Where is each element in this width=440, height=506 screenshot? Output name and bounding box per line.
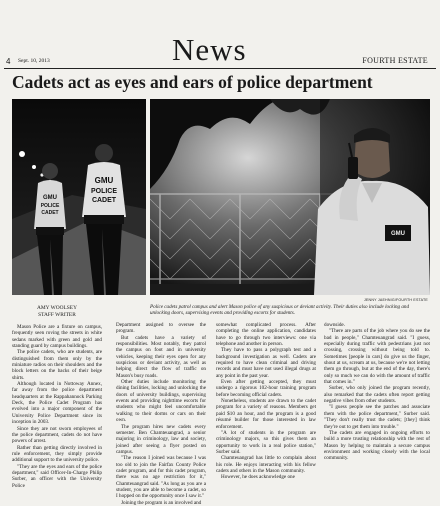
paragraph: They have to pass a polygraph test and a background investigation as well. Cadets are required to have clean criminal and driving records and must have not used illegal drugs at any point in the past year. — [216, 347, 316, 379]
photo-caption: Police cadets patrol campus and alert Mason police of any suspicious or deviant activity. Their duties also include locking and unlocking doors, supervising events and providing escorts for students. — [150, 304, 409, 317]
byline — [12, 305, 102, 318]
svg-text:GMU: GMU — [94, 176, 114, 185]
byline-title: STAFF WRITER — [38, 311, 76, 318]
photo-cadets-walking-image — [12, 99, 146, 295]
paragraph: Rather than getting directly involved in rule enforcement, they simply provide additional support to the university police. — [12, 444, 102, 464]
svg-text:POLICE: POLICE — [40, 203, 60, 209]
photo-cadet-radio — [150, 99, 430, 295]
paragraph: "They are the eyes and ears of the police department," said Officer-In-Charge Philip Surber, an officer with the University Police — [12, 463, 102, 489]
publication-name: FOURTH ESTATE — [362, 56, 428, 65]
photo-cadet-radio-image — [150, 99, 430, 295]
paragraph: "The reason I joined was because I was too old to join the Fairfax County Police cadet program, and for this cadet program, there was no age restriction for it," Chamteuangrad said. "As long as you are a student, you are able to become a cadet, so I hopped on the opportunity once I saw it." — [116, 455, 206, 500]
svg-text:CADET: CADET — [91, 197, 117, 204]
paragraph: The police cadets, who are students, are distinguished from them only by the miniature radios on their shoulders and the block letters on the backs of their beige shirts. — [12, 349, 102, 381]
paragraph: "I guess people see the patches and associate them with the police department," Surber said. "They don't really trust the cadets; [they] think they're out to get them into trouble." — [324, 404, 430, 430]
paragraph: "There are parts of the job where you do see the bad in people," Chamteuangrad said. "I guess, especially during traffic with pedestrians just not crossing, crossing without being told to. Sometimes [people in cars] do give us the finger, shout at us, scream at us, because we're not letting them go through, but at the end of the day, there's only so much we can do with the amount of traffic that comes in." — [324, 328, 430, 386]
paragraph: However, he does acknowledge one — [221, 474, 295, 481]
photo-cadets-walking — [12, 99, 146, 295]
paragraph: But cadets have a variety of responsibilities. Most notably, they patrol the campus on foot and in university vehicles, keeping their eyes open for any suspicious or deviant activity, as well as helping direct the flow of traffic on Mason's busy roads. — [116, 334, 206, 379]
paragraph: Since they are not sworn employees of the police department, cadets do not have powers of arrest. — [12, 425, 102, 445]
page-number: 4 — [6, 57, 11, 66]
paragraph: Joining the program is an involved and — [121, 499, 202, 506]
issue-date: Sept. 10, 2013 — [18, 58, 50, 64]
header-rule — [4, 68, 436, 69]
paragraph: Although located in Nottoway Annex, far away from the police department headquarters at the Rappahannock Parking Deck, the Police Cadet Program has evolved into a major component of the University Police Department since its inception in 2003. — [12, 381, 102, 426]
article-column-2 — [116, 322, 206, 506]
svg-text:CADET: CADET — [41, 210, 59, 216]
photo-credit: JENNY JAEHNIG/FOURTH ESTATE — [363, 298, 428, 302]
svg-text:GMU: GMU — [43, 195, 57, 201]
paragraph: Chamteuangrad has little to complain about his role. He enjoys interacting with his fellow cadets and others in the Mason community. — [216, 455, 316, 474]
paragraph: The program hires new cadets every semester. Ben Chamteuangrad, a senior majoring in criminology, law and society, joined after seeing a flyer posted on campus. — [116, 423, 206, 455]
article-column-4 — [324, 322, 430, 462]
paragraph: Other duties include monitoring the dining facilities, locking and unlocking the doors of university buildings, supervising events and providing nighttime escorts for students who might feel uncomfortable walking to their dorms or cars on their own. — [116, 379, 206, 424]
article-column-1 — [12, 303, 102, 489]
paragraph: The cadets are engaged in ongoing efforts to build a more trusting relationship with the rest of Mason by helping to maintain a secure campus environment and working closely with the local community. — [324, 429, 430, 462]
svg-text:POLICE: POLICE — [90, 188, 118, 195]
headline: Cadets act as eyes and ears of police department — [12, 72, 373, 92]
paragraph: downside. — [324, 322, 345, 328]
section-title: News — [172, 32, 247, 67]
paragraph: Even after getting accepted, they must undergo a rigorous 102-hour training program before becoming official cadets. — [216, 379, 316, 398]
paragraph: Mason Police are a fixture on campus, frequently seen roving the streets in white sedans marked with green and gold and standing guard by campus buildings. — [12, 324, 102, 350]
paragraph: Nonetheless, students are drawn to the cadet program for a variety of reasons. Members get paid $10 an hour, and the program is a good résumé builder for those interested in law enforcement. — [216, 398, 316, 430]
article-column-3 — [216, 322, 316, 481]
svg-text:GMU: GMU — [391, 231, 405, 237]
paragraph: Department assigned to oversee the program. — [116, 322, 206, 335]
paragraph: "A lot of students in the program are criminology majors, so this gives them an opportunity to work in a real police station," Surber said. — [216, 429, 316, 455]
paragraph: somewhat complicated process. After completing the online application, candidates have to go through two interviews: one via telephone and another in person. — [216, 322, 316, 348]
paragraph: Surber, who only joined the program recently, also remarked that the cadets often report getting negative vibes from other students. — [324, 385, 430, 405]
byline-name: AMY WOOLSEY — [37, 305, 77, 311]
